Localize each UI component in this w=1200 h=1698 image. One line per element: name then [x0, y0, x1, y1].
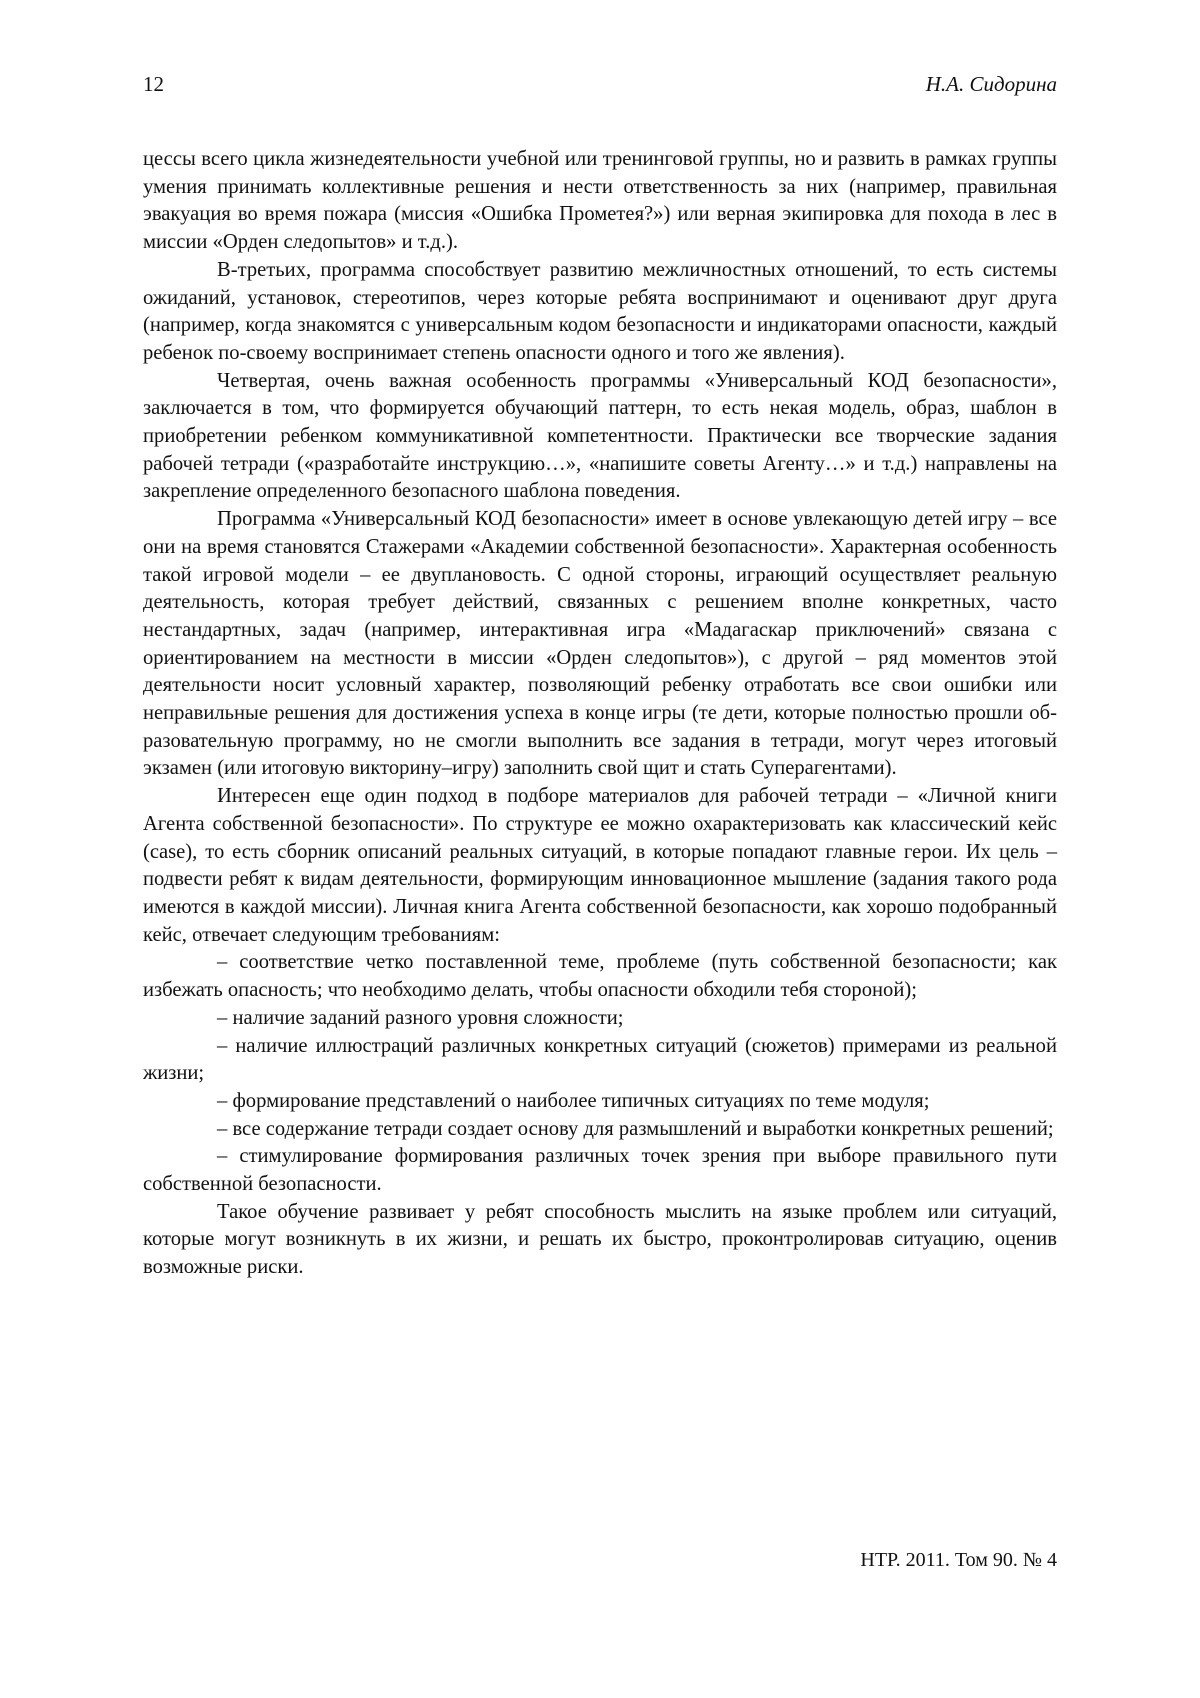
- paragraph: Четвертая, очень важная особенность программы «Универсальный КОД безопасности», заключается в том, что формируется обучающий паттерн, то есть некая модель, образ, шаблон в приобретении ребенком коммуникативной компетентности. Практически все творческие задания рабочей тетради («разработайте инструкцию…», «напишите советы Агенту…» и т.д.) направлены на закрепление определенного безопасного шаблона поведения.: [143, 369, 1057, 503]
- list-item: – наличие заданий разного уровня сложности;: [217, 1006, 624, 1029]
- list-item: – соответствие четко поставленной теме, проблеме (путь собственной безопасности; как избежать опасность; что необходимо делать, чтобы опасности обходили тебя стороной);: [143, 951, 1057, 1002]
- list-item: – стимулирование формирования различных точек зрения при выборе правильного пути собственной безопасности.: [143, 1145, 1057, 1196]
- paragraph: В-третьих, программа способствует развитию межличностных отношений, то есть системы ожиданий, установок, стереотипов, через которые ребята воспринимают и оценивают друг друга (например, когда знакомятся с универсальным кодом безопасности и индикаторами опасности, каждый ребенок по-своему воспринимает степень опасности одного и того же явления).: [143, 258, 1057, 364]
- paragraph-continuation: цессы всего цикла жизнедеятельности учебной или тренинговой группы, но и развить в рамках группы умения принимать коллективные решения и нести ответственность за них (например, правильная эвакуация во время пожара (миссия «Ошибка Прометея?») или верная экипировка для похода в лес в миссии «Орден следопытов» и т.д.).: [143, 148, 1057, 254]
- body-text: [143, 146, 1057, 1282]
- page-number: 12: [143, 72, 164, 96]
- journal-footer: НТР. 2011. Том 90. № 4: [860, 1549, 1057, 1571]
- list-item: – наличие иллюстраций различных конкретных ситуаций (сюжетов) примерами из реальной жизни;: [143, 1034, 1057, 1085]
- list-item: – все содержание тетради создает основу для размышлений и выработки конкретных решений;: [217, 1117, 1054, 1140]
- paragraph: Интересен еще один подход в подборе материалов для рабочей тетради – «Личной книги Агента собственной безопасности». По структуре ее можно охарактеризовать как классический кейс (case), то есть сборник описаний реальных ситуаций, в которые попадают главные герои. Их цель – подвести ребят к видам деятельности, формирующим инновационное мышление (задания такого рода имеются в каждой миссии). Личная книга Агента собственной безопасности, как хорошо подобранный кейс, отвечает следующим требованиям:: [143, 785, 1057, 946]
- paragraph: Такое обучение развивает у ребят способность мыслить на языке проблем или ситуаций, которые могут возникнуть в их жизни, и решать их быстро, проконтролировав ситуацию, оценив возможные риски.: [143, 1200, 1057, 1279]
- list-item: – формирование представлений о наиболее типичных ситуациях по теме модуля;: [217, 1089, 930, 1112]
- running-head-author: Н.А. Сидорина: [925, 72, 1057, 96]
- paragraph: Программа «Универсальный КОД безопасности» имеет в основе увлекающую детей игру – все они на время становятся Стажерами «Академии собственной безопасности». Характерная особенность такой игровой модели – ее двуплановость. С одной стороны, играющий осуществляет реальную деятельность, которая требует действий, связанных с решением вполне конкретных, часто нестандартных, задач (например, интерактивная игра «Мадагаскар приключений» связана с ориентированием на местности в миссии «Орден следопытов»), с другой – ряд моментов этой деятельности носит условный характер, позволяющий ребенку отработать все свои ошибки или неправильные решения для достижения успеха в конце игры (те дети, которые полностью прошли образовательную программу, но не смогли выполнить все задания в тетради, могут через итоговый экзамен (или итоговую викторину–игру) заполнить свой щит и стать Суперагентами).: [143, 508, 1057, 780]
